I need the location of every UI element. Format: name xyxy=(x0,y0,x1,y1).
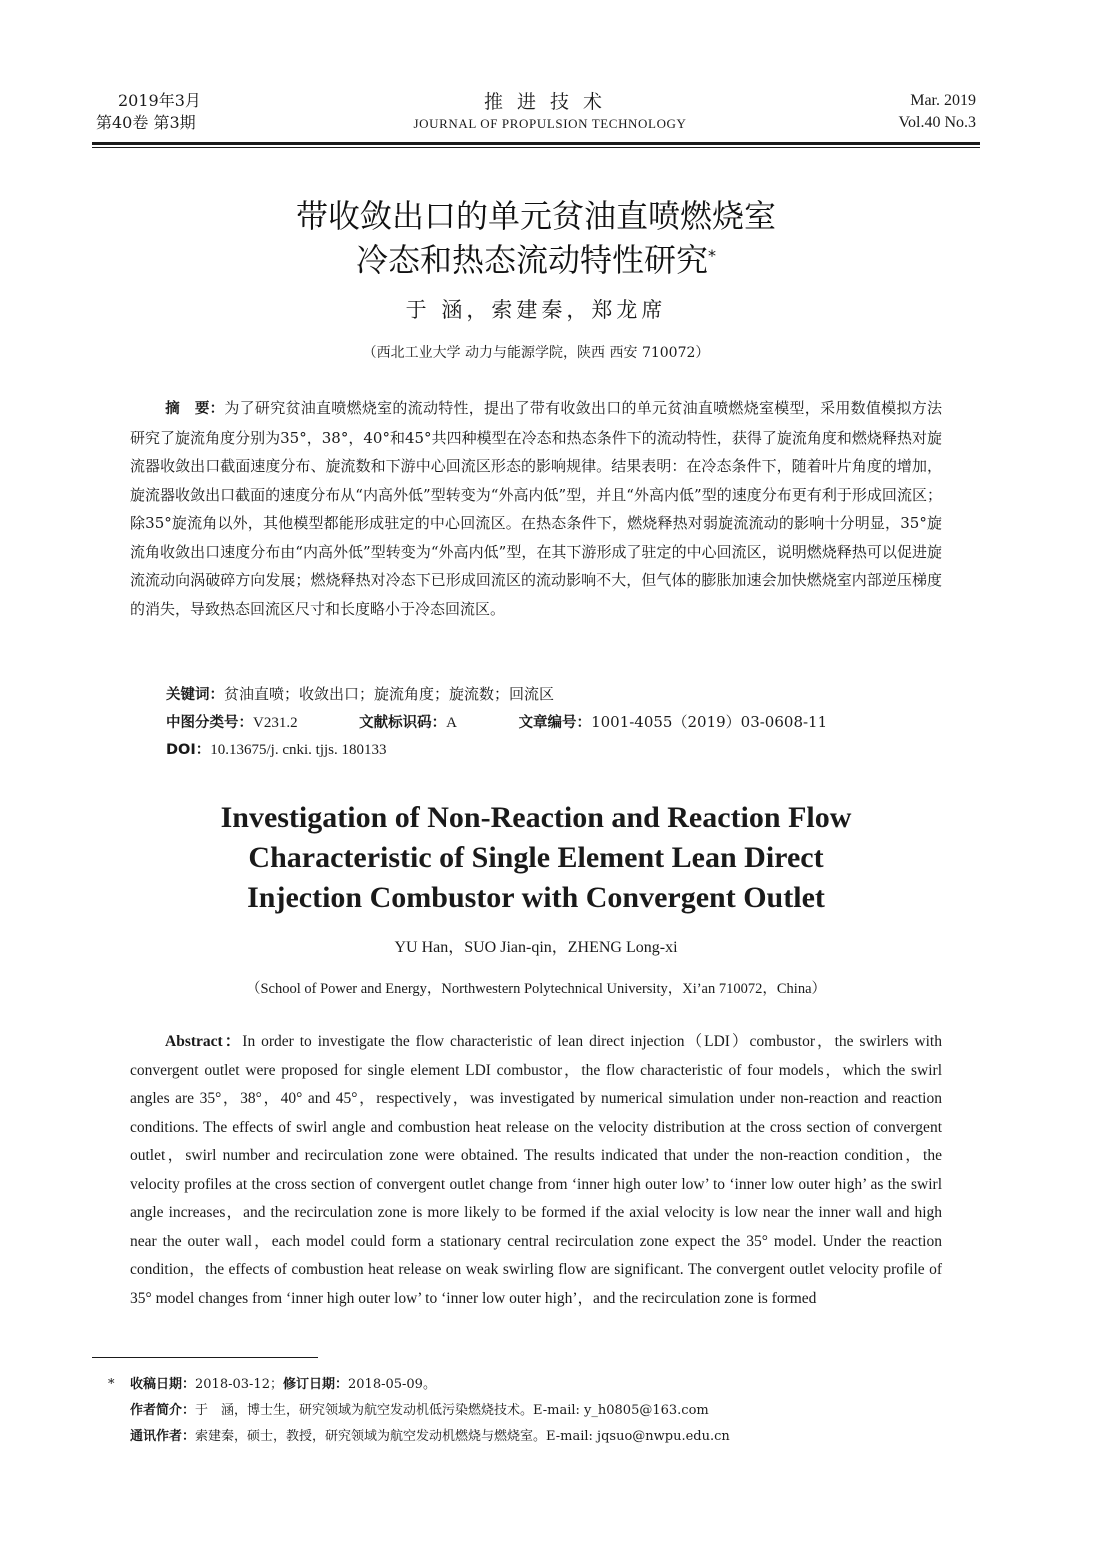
issue-volume-en: Vol.40 No.3 xyxy=(898,114,976,131)
doi-label: DOI： xyxy=(166,742,211,758)
doi-row xyxy=(166,736,387,764)
issue-volume-cn: 第40卷 第3期 xyxy=(96,113,196,132)
paper-title-cn-line2: 冷态和热态流动特性研究 xyxy=(355,241,708,279)
abstract-cn-label: 摘 要： xyxy=(165,401,225,417)
keywords-text: 贫油直喷；收敛出口；旋流角度；旋流数；回流区 xyxy=(224,685,555,703)
article-no-value: 1001-4055（2019）03-0608-11 xyxy=(591,713,828,731)
paper-title-cn-line1: 带收敛出口的单元贫油直喷燃烧室 xyxy=(295,197,776,235)
article-no-label: 文章编号： xyxy=(518,715,592,731)
paper-title-cn xyxy=(100,194,972,282)
abstract-en xyxy=(130,1028,942,1313)
authors-en: YU Han，SUO Jian-qin，ZHENG Long-xi xyxy=(394,939,678,956)
abstract-cn xyxy=(130,394,942,623)
classification-row xyxy=(166,708,946,737)
issue-date-cn: 2019年3月 xyxy=(118,91,201,110)
doc-code-value: A xyxy=(446,715,457,731)
doi-value: 10.13675/j. cnki. tjjs. 180133 xyxy=(210,742,387,758)
keywords-label: 关键词： xyxy=(166,687,224,703)
abstract-cn-text: 为了研究贫油直喷燃烧室的流动特性，提出了带有收敛出口的单元贫油直喷燃烧室模型，采用数值模拟方法研究了旋流角度分别为35°，38°，40°和45°共四种模型在冷态和热态条件下的流动特性，获得了旋流角度和燃烧释热对旋流器收敛出口截面速度分布、旋流数和下游中心回流区形态的影响规律。结果表明：在冷态条件下，随着叶片角度的增加，旋流器收敛出口截面的速度分布从“内高外低”型转变为“外高内低”型，并且“外高内低”型的速度分布更有利于形成回流区；除35°旋流角以外，其他模型都能形成驻定的中心回流区。在热态条件下，燃烧释热对弱旋流流动的影响十分明显，35°旋流角收敛出口速度分布由“内高外低”型转变为“外高内低”型，在其下游形成了驻定的中心回流区，说明燃烧释热可以促进旋流流动向涡破碎方向发展；燃烧释热对冷态下已形成回流区的流动影响不大，但气体的膨胀加速会加快燃烧室内部逆压梯度的消失，导致热态回流区尺寸和长度略小于冷态回流区。 xyxy=(130,399,942,618)
keywords-cn xyxy=(166,680,554,709)
affiliation-cn: （西北工业大学 动力与能源学院，陕西 西安 710072） xyxy=(362,345,710,361)
clc-value: V231.2 xyxy=(253,715,298,731)
footnote-star: * xyxy=(108,1377,115,1392)
authors-cn: 于 涵，索建秦，郑龙席 xyxy=(405,298,667,322)
abstract-en-label: Abstract： xyxy=(165,1033,243,1050)
header-left xyxy=(96,90,201,134)
issue-date-en: Mar. 2019 xyxy=(910,92,976,109)
header-rule-thick xyxy=(92,142,980,145)
affiliation-en: （School of Power and Energy，Northwestern Polytechnical University，Xi’an 710072，China） xyxy=(245,981,827,997)
abstract-en-text: In order to investigate the flow characteristic of lean direct injection（LDI）combustor，the swirlers with convergent outlet were proposed for single element LDI combustor，the flow characteristic of four models，which the swirl angles are 35°，38°，40° and 45°，respectively，was investigated by numerical simulation under non-reaction and reaction conditions. The effects of swirl angle and combustion heat release on the velocity distribution at the cross section of convergent outlet，swirl number and recirculation zone were obtained. The results indicated that under the non-reaction condition，the velocity profiles at the cross section of convergent outlet change from ‘inner high outer low’ to ‘inner low outer high’ as the swirl angle increases，and the recirculation zone is more likely to be formed if the axial velocity is low near the inner wall and high near the outer wall，each model could form a stationary central recirculation zone expect the 35° model. Under the reaction condition，the effects of combustion heat release on weak swirling flow are significant. The convergent outlet velocity profile of 35° model changes from ‘inner high outer low’ to ‘inner low outer high’，and the recirculation zone is formed xyxy=(130,1033,942,1307)
footnote-author-bio: 作者简介：于 涵，博士生，研究领域为航空发动机低污染燃烧技术。E-mail: y_h0805@163.com xyxy=(130,1403,709,1418)
journal-name-cn: 推进技术 xyxy=(483,91,616,113)
journal-name-en: JOURNAL OF PROPULSION TECHNOLOGY xyxy=(413,116,687,131)
footnote-received: * 收稿日期：2018-03-12；修订日期：2018-05-09。 xyxy=(108,1372,730,1398)
footnotes xyxy=(108,1372,730,1450)
doc-code-label: 文献标识码： xyxy=(359,715,447,731)
title-footnote-mark: * xyxy=(708,246,716,265)
header-rule-thin xyxy=(92,147,980,148)
clc-label: 中图分类号： xyxy=(166,715,253,731)
footnote-corresponding-author: 通讯作者：索建秦，硕士，教授，研究领域为航空发动机燃烧与燃烧室。E-mail: jqsuo@nwpu.edu.cn xyxy=(130,1429,730,1444)
footnote-rule xyxy=(92,1357,318,1358)
header-right xyxy=(899,90,977,134)
journal-header xyxy=(340,90,760,132)
paper-title-en: Investigation of Non-Reaction and Reaction Flow Characteristic of Single Element Lean Direct Injection Combustor with Convergent Outlet xyxy=(220,801,852,914)
